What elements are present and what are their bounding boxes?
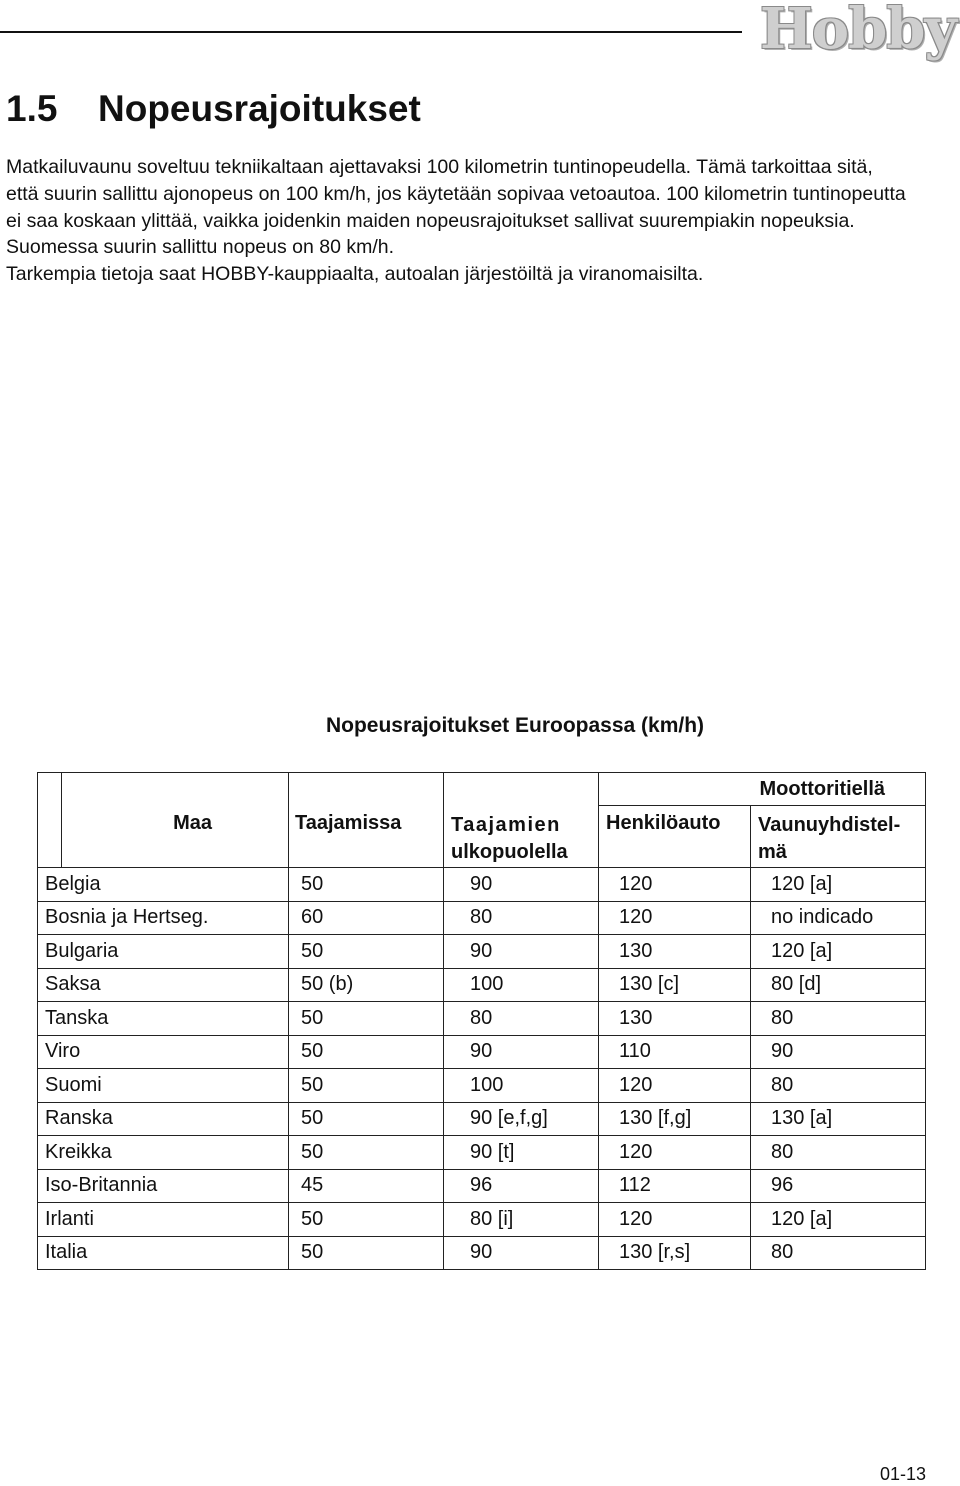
- cell-rural: 100: [444, 968, 599, 1002]
- cell-rural: 90: [444, 1035, 599, 1069]
- cell-car: 130: [599, 1002, 751, 1036]
- cell-car: 120: [599, 1136, 751, 1170]
- cell-country: Saksa: [38, 968, 289, 1002]
- table-title: Nopeusrajoitukset Euroopassa (km/h): [325, 714, 705, 737]
- intro-line: Tarkempia tietoja saat HOBBY-kauppiaalta, autoalan järjestöiltä ja viranomaisilta.: [6, 263, 704, 286]
- table-row: [38, 868, 926, 902]
- intro-text: [6, 154, 958, 288]
- cell-towing: 80 [d]: [751, 968, 926, 1002]
- col-header-towing: [751, 806, 926, 868]
- cell-towing: 80: [751, 1069, 926, 1103]
- cell-towing: 90: [751, 1035, 926, 1069]
- cell-urban: 50: [289, 1136, 444, 1170]
- intro-line: että suurin sallittu ajonopeus on 100 km/h, jos käytetään sopivaa vetoautoa. 100 kilometrin tuntinopeutta: [6, 182, 906, 205]
- cell-rural: 90: [444, 868, 599, 902]
- table-row: [38, 935, 926, 969]
- header-cell: [444, 773, 599, 806]
- cell-country: Kreikka: [38, 1136, 289, 1170]
- cell-towing: 80: [751, 1136, 926, 1170]
- cell-rural: 80: [444, 901, 599, 935]
- col-header-towing-line1: Vaunuyhdistel-: [758, 814, 901, 836]
- col-header-towing-line2: mä: [758, 841, 787, 863]
- cell-rural: 90: [444, 1236, 599, 1270]
- speed-limits-table: [37, 772, 926, 1270]
- cell-car: 112: [599, 1169, 751, 1203]
- hobby-logo: Hobby: [759, 0, 956, 62]
- section-number: 1.5: [6, 88, 58, 129]
- table-body: [38, 868, 926, 1270]
- col-header-urban: Taajamissa: [289, 806, 444, 868]
- cell-urban: 45: [289, 1169, 444, 1203]
- cell-urban: 50: [289, 868, 444, 902]
- cell-car: 110: [599, 1035, 751, 1069]
- section-title: Nopeusrajoitukset: [98, 88, 421, 129]
- cell-urban: 50: [289, 935, 444, 969]
- cell-country: Iso-Britannia: [38, 1169, 289, 1203]
- page-number: 01-13: [879, 1464, 926, 1484]
- table-row: [38, 1035, 926, 1069]
- cell-towing: 96: [751, 1169, 926, 1203]
- cell-country: Irlanti: [38, 1203, 289, 1237]
- table-row: [38, 1002, 926, 1036]
- table-row: [38, 901, 926, 935]
- cell-towing: 80: [751, 1236, 926, 1270]
- header-cell: [289, 773, 444, 806]
- cell-rural: 90: [444, 935, 599, 969]
- header-cell: [62, 773, 289, 806]
- cell-urban: 60: [289, 901, 444, 935]
- col-header-rural-line1: Taajamien: [451, 813, 561, 836]
- table-row: [38, 968, 926, 1002]
- cell-country: Viro: [38, 1035, 289, 1069]
- col-header-rural-line2: ulkopuolella: [451, 840, 568, 863]
- cell-country: Ranska: [38, 1102, 289, 1136]
- cell-towing: 80: [751, 1002, 926, 1036]
- cell-urban: 50: [289, 1236, 444, 1270]
- cell-country: Belgia: [38, 868, 289, 902]
- cell-urban: 50: [289, 1002, 444, 1036]
- spacer-cell: [38, 773, 62, 868]
- table-header-row-1: [38, 773, 926, 806]
- cell-urban: 50 (b): [289, 968, 444, 1002]
- cell-car: 120: [599, 1203, 751, 1237]
- cell-country: Italia: [38, 1236, 289, 1270]
- table-header-row-2: [38, 806, 926, 868]
- table-row: [38, 1069, 926, 1103]
- cell-rural: 100: [444, 1069, 599, 1103]
- cell-car: 130 [f,g]: [599, 1102, 751, 1136]
- motorway-header: Moottoritiellä: [599, 773, 926, 806]
- cell-car: 120: [599, 868, 751, 902]
- cell-rural: 90 [t]: [444, 1136, 599, 1170]
- col-header-rural: [444, 806, 599, 868]
- col-header-country: Maa: [62, 806, 289, 868]
- cell-country: Suomi: [38, 1069, 289, 1103]
- cell-country: Tanska: [38, 1002, 289, 1036]
- cell-rural: 96: [444, 1169, 599, 1203]
- table-row: [38, 1136, 926, 1170]
- cell-towing: no indicado: [751, 901, 926, 935]
- cell-urban: 50: [289, 1203, 444, 1237]
- cell-urban: 50: [289, 1035, 444, 1069]
- col-header-car: Henkilöauto: [599, 806, 751, 868]
- cell-urban: 50: [289, 1102, 444, 1136]
- cell-towing: 120 [a]: [751, 1203, 926, 1237]
- cell-country: Bosnia ja Hertseg.: [38, 901, 289, 935]
- table-row: [38, 1102, 926, 1136]
- cell-car: 130 [c]: [599, 968, 751, 1002]
- table-row: [38, 1169, 926, 1203]
- cell-towing: 130 [a]: [751, 1102, 926, 1136]
- table-row: [38, 1236, 926, 1270]
- intro-line: Suomessa suurin sallittu nopeus on 80 km/h.: [6, 236, 395, 259]
- intro-line: Matkailuvaunu soveltuu tekniikaltaan ajettavaksi 100 kilometrin tuntinopeudella. Tämä tarkoittaa sitä,: [6, 156, 873, 178]
- cell-car: 130: [599, 935, 751, 969]
- cell-country: Bulgaria: [38, 935, 289, 969]
- section-heading: [6, 88, 421, 130]
- cell-urban: 50: [289, 1069, 444, 1103]
- cell-car: 120: [599, 1069, 751, 1103]
- cell-rural: 80: [444, 1002, 599, 1036]
- cell-towing: 120 [a]: [751, 868, 926, 902]
- cell-rural: 80 [i]: [444, 1203, 599, 1237]
- cell-car: 130 [r,s]: [599, 1236, 751, 1270]
- cell-rural: 90 [e,f,g]: [444, 1102, 599, 1136]
- table-row: [38, 1203, 926, 1237]
- cell-towing: 120 [a]: [751, 935, 926, 969]
- header-rule: [0, 31, 742, 33]
- cell-car: 120: [599, 901, 751, 935]
- intro-line: ei saa koskaan ylittää, vaikka joidenkin maiden nopeusrajoitukset sallivat suurempiakin nopeuksia.: [6, 209, 855, 232]
